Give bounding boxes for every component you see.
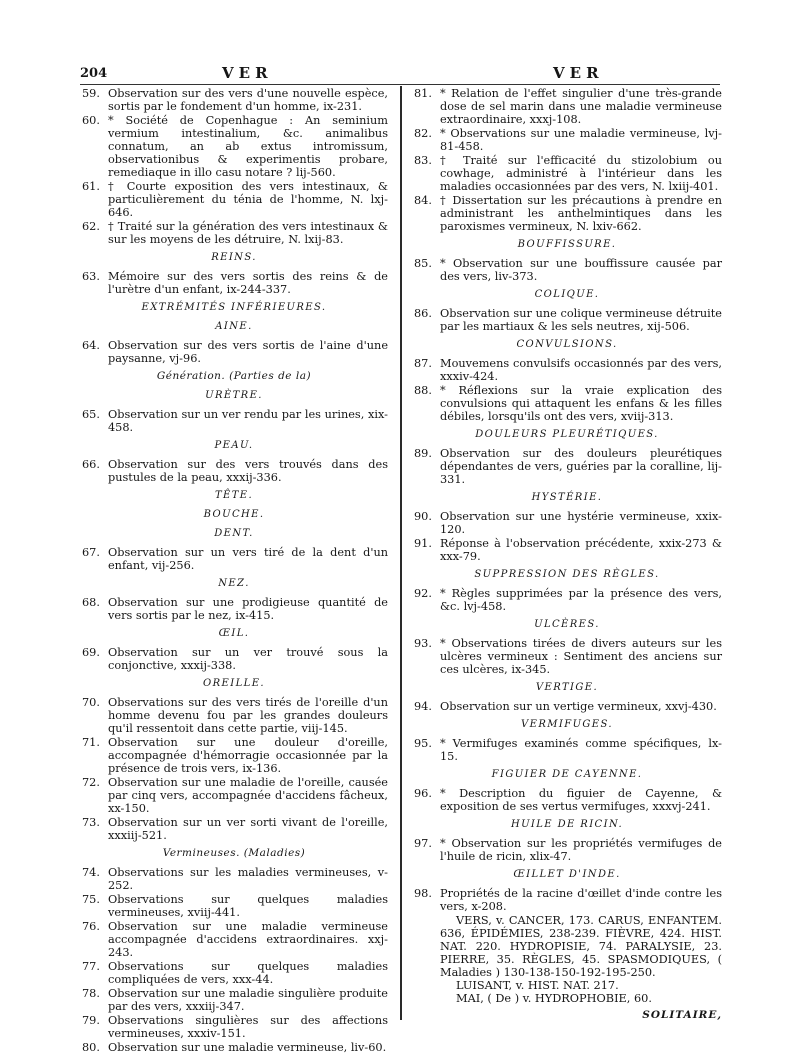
index-entry: [80, 220, 388, 246]
index-entry: [412, 87, 722, 126]
entry-number: 69.: [82, 646, 100, 659]
index-entry: [80, 408, 388, 434]
section-heading: HYSTÉRIE.: [531, 492, 603, 503]
index-entry: [80, 960, 388, 986]
index-entry: [80, 696, 388, 735]
index-entry: [80, 646, 388, 672]
left-column: [80, 87, 388, 1055]
index-entry: [80, 87, 388, 113]
entry-number: 89.: [414, 447, 432, 460]
entry-text: † Traité sur la génération des vers intestinaux & sur les moyens de les détruire, N. lxij-83.: [108, 220, 388, 246]
entry-text: Observation sur une colique vermineuse détruite par les martiaux & les sels neutres, xij-506.: [440, 307, 722, 333]
index-entry: [80, 920, 388, 959]
cross-references: [412, 914, 722, 1005]
index-entry: [80, 893, 388, 919]
entry-number: 72.: [82, 776, 100, 789]
index-entry: [412, 837, 722, 863]
entry-number: 65.: [82, 408, 100, 421]
entry-number: 98.: [414, 887, 432, 900]
index-entry: [80, 1041, 388, 1054]
entry-number: 60.: [82, 114, 100, 127]
section-heading: VERMIFUGES.: [521, 719, 613, 730]
entry-number: 71.: [82, 736, 100, 749]
entry-text: Observations sur des vers tirés de l'oreille d'un homme devenu fou par les grandes douleurs qu'il ressentoit dans cette partie, viij-145.: [108, 696, 388, 735]
entry-text: * Description du figuier de Cayenne, & exposition de ses vertus vermifuges, xxxvj-241.: [440, 787, 722, 813]
index-entry: [80, 270, 388, 296]
entry-text: Observation sur des vers sortis de l'aine d'une paysanne, vj-96.: [108, 339, 388, 365]
entry-text: * Réflexions sur la vraie explication des convulsions qui attaquent les enfans & les filles débiles, lorsqu'ils ont des vers, xviij-313.: [440, 384, 722, 423]
entry-number: 84.: [414, 194, 432, 207]
entry-text: Observation sur une maladie vermineuse, liv-60.: [108, 1041, 387, 1054]
entry-text: Observations sur les maladies vermineuses, v-252.: [108, 866, 388, 892]
entry-number: 90.: [414, 510, 432, 523]
section-heading: PEAU.: [214, 440, 254, 451]
entry-number: 67.: [82, 546, 100, 559]
catchword: SOLITAIRE,: [642, 1009, 722, 1021]
entry-number: 66.: [82, 458, 100, 471]
entry-text: * Observation sur les propriétés vermifuges de l'huile de ricin, xlix-47.: [440, 837, 722, 863]
entry-number: 93.: [414, 637, 432, 650]
right-column: [412, 87, 722, 1022]
section-heading: HUILE DE RICIN.: [510, 819, 624, 830]
entry-text: Mémoire sur des vers sortis des reins & de l'urètre d'un enfant, ix-244-337.: [108, 270, 388, 296]
entry-text: Observation sur un ver rendu par les urines, xix-458.: [108, 408, 388, 434]
index-entry: [412, 154, 722, 193]
index-entry: [80, 816, 388, 842]
index-entry: [412, 384, 722, 423]
index-entry: [80, 987, 388, 1013]
entry-text: Observation sur une hystérie vermineuse, xxix-120.: [440, 510, 722, 536]
section-heading: EXTRÉMITÉS INFÉRIEURES.: [141, 302, 327, 313]
index-entry: [412, 307, 722, 333]
entry-text: Observations sur quelques maladies vermineuses, xviij-441.: [108, 893, 388, 919]
section-heading: REINS.: [211, 252, 257, 263]
index-entry: [412, 887, 722, 913]
section-heading: COLIQUE.: [534, 289, 600, 300]
entry-number: 74.: [82, 866, 100, 879]
entry-text: Observation sur une maladie de l'oreille, causée par cinq vers, accompagnée d'accidens fâcheux, xx-150.: [108, 776, 388, 815]
entry-number: 79.: [82, 1014, 100, 1027]
entry-text: * Vermifuges examinés comme spécifiques, lx-15.: [440, 737, 722, 763]
cross-ref-luisant: LUISANT, v. HIST. NAT. 217.: [456, 979, 619, 992]
entry-number: 83.: [414, 154, 432, 167]
index-entry: [80, 546, 388, 572]
section-heading: TÊTE.: [214, 490, 254, 501]
section-heading: FIGUIER DE CAYENNE.: [491, 769, 643, 780]
index-entry: [80, 180, 388, 219]
section-heading: DOULEURS PLEURÉTIQUES.: [475, 429, 659, 440]
index-entry: [80, 596, 388, 622]
section-heading: Génération. (Parties de la): [156, 370, 312, 382]
column-divider: [400, 86, 402, 1020]
index-entry: [80, 114, 388, 179]
entry-text: Observation sur des vers trouvés dans des pustules de la peau, xxxij-336.: [108, 458, 388, 484]
entry-text: Observation sur une douleur d'oreille, accompagnée d'hémorragie occasionnée par la présence de trois vers, ix-136.: [108, 736, 388, 775]
section-heading: SUPPRESSION DES RÈGLES.: [474, 569, 660, 580]
index-entry: [412, 357, 722, 383]
entry-number: 76.: [82, 920, 100, 933]
entry-number: 94.: [414, 700, 432, 713]
section-heading: NEZ.: [218, 578, 250, 589]
entry-text: Propriétés de la racine d'œillet d'inde contre les vers, x-208.: [440, 887, 722, 913]
section-heading: BOUFFISSURE.: [517, 239, 617, 250]
entry-text: Observations sur quelques maladies compliquées de vers, xxx-44.: [108, 960, 388, 986]
entry-number: 81.: [414, 87, 432, 100]
section-heading: DENT.: [214, 528, 254, 539]
entry-text: * Société de Copenhague : An seminium vermium intestinalium, &c. animalibus connatum, an ab extus intromissum, observationibus & experimentis probare, remediaque in illo casu notare ? lij-560.: [108, 114, 388, 179]
entry-number: 61.: [82, 180, 100, 193]
running-head-left: VER: [222, 64, 273, 82]
section-heading: ŒILLET D'INDE.: [513, 869, 621, 880]
section-heading: AINE.: [215, 321, 253, 332]
entry-text: * Observation sur une bouffissure causée par des vers, liv-373.: [440, 257, 722, 283]
index-entry: [412, 537, 722, 563]
header-rule: [80, 84, 720, 85]
entry-text: Réponse à l'observation précédente, xxix-273 & xxx-79.: [440, 537, 722, 563]
entry-text: * Observations tirées de divers auteurs sur les ulcères vermineux : Sentiment des anciens sur ces ulcères, ix-345.: [440, 637, 722, 676]
entry-text: Observation sur un vertige vermineux, xxvj-430.: [440, 700, 717, 713]
entry-text: † Dissertation sur les précautions à prendre en administrant les anthelmintiques dans les paroxismes vermineux, N. lxiv-662.: [440, 194, 722, 233]
section-heading: URÈTRE.: [205, 390, 263, 401]
entry-number: 86.: [414, 307, 432, 320]
index-entry: [412, 510, 722, 536]
entry-text: * Relation de l'effet singulier d'une très-grande dose de sel marin dans une maladie vermineuse extraordinaire, xxxj-108.: [440, 87, 722, 126]
entry-number: 62.: [82, 220, 100, 233]
entry-number: 97.: [414, 837, 432, 850]
section-heading: OREILLE.: [203, 678, 265, 689]
section-heading: Vermineuses. (Maladies): [162, 847, 306, 859]
entry-text: † Courte exposition des vers intestinaux, & particulièrement du ténia de l'homme, N. lxj-646.: [108, 180, 388, 219]
entry-number: 88.: [414, 384, 432, 397]
entry-text: Observation sur un ver sorti vivant de l'oreille, xxxiij-521.: [108, 816, 388, 842]
entry-number: 63.: [82, 270, 100, 283]
page-number: 204: [80, 66, 108, 81]
entry-text: Mouvemens convulsifs occasionnés par des vers, xxxiv-424.: [440, 357, 722, 383]
entry-text: Observation sur un vers tiré de la dent d'un enfant, vij-256.: [108, 546, 388, 572]
right-column-entries: [412, 87, 722, 913]
index-entry: [80, 866, 388, 892]
section-heading: BOUCHE.: [203, 509, 265, 520]
index-entry: [80, 1014, 388, 1040]
index-entry: [412, 194, 722, 233]
entry-number: 73.: [82, 816, 100, 829]
entry-number: 77.: [82, 960, 100, 973]
entry-number: 92.: [414, 587, 432, 600]
index-entry: [80, 776, 388, 815]
entry-text: Observations singulières sur des affections vermineuses, xxxiv-151.: [108, 1014, 388, 1040]
entry-number: 70.: [82, 696, 100, 709]
entry-number: 78.: [82, 987, 100, 1000]
entry-text: Observation sur une maladie vermineuse accompagnée d'accidens extraordinaires. xxj-243.: [108, 920, 388, 959]
index-entry: [412, 737, 722, 763]
entry-text: † Traité sur l'efficacité du stizolobium ou cowhage, administré à l'intérieur dans les maladies occasionnées par des vers, N. lxiij-401.: [440, 154, 722, 193]
entry-number: 64.: [82, 339, 100, 352]
index-entry: [80, 458, 388, 484]
entry-text: * Règles supprimées par la présence des vers, &c. lvj-458.: [440, 587, 722, 613]
section-heading: CONVULSIONS.: [516, 339, 618, 350]
index-entry: [412, 127, 722, 153]
index-entry: [412, 787, 722, 813]
cross-ref-mai: MAI, ( De ) v. HYDROPHOBIE, 60.: [456, 992, 652, 1005]
index-entry: [412, 587, 722, 613]
section-heading: ULCÈRES.: [534, 619, 600, 630]
entry-text: Observation sur des vers d'une nouvelle espèce, sortis par le fondement d'un homme, ix-231.: [108, 87, 388, 113]
entry-text: Observation sur des douleurs pleurétiques dépendantes de vers, guéries par la coralline, lij-331.: [440, 447, 722, 486]
entry-number: 96.: [414, 787, 432, 800]
entry-number: 59.: [82, 87, 100, 100]
cross-ref-vers: VERS, v. CANCER, 173. CARUS, ENFANTEM. 636, ÉPIDÉMIES, 238-239. FIÈVRE, 424. HIST. NAT. 220. HYDROPISIE, 74. PARALYSIE, 23. PIERRE, 35. RÈGLES, 45. SPASMODIQUES, ( Maladies ) 130-138-150-192-195-250.: [440, 914, 722, 979]
entry-number: 87.: [414, 357, 432, 370]
index-entry: [412, 700, 722, 713]
entry-number: 68.: [82, 596, 100, 609]
entry-text: Observation sur une maladie singulière produite par des vers, xxxiij-347.: [108, 987, 388, 1013]
section-heading: ŒIL.: [218, 628, 250, 639]
entry-number: 75.: [82, 893, 100, 906]
entry-text: Observation sur un ver trouvé sous la conjonctive, xxxij-338.: [108, 646, 388, 672]
entry-text: * Observations sur une maladie vermineuse, lvj-81-458.: [440, 127, 722, 153]
index-entry: [80, 736, 388, 775]
entry-number: 80.: [82, 1041, 100, 1054]
entry-number: 82.: [414, 127, 432, 140]
running-head-right: VER: [553, 64, 604, 82]
index-entry: [412, 257, 722, 283]
entry-number: 95.: [414, 737, 432, 750]
index-entry: [80, 339, 388, 365]
index-entry: [412, 447, 722, 486]
entry-text: Observation sur une prodigieuse quantité de vers sortis par le nez, ix-415.: [108, 596, 388, 622]
section-heading: VERTIGE.: [535, 682, 599, 693]
entry-number: 85.: [414, 257, 432, 270]
index-entry: [412, 637, 722, 676]
entry-number: 91.: [414, 537, 432, 550]
